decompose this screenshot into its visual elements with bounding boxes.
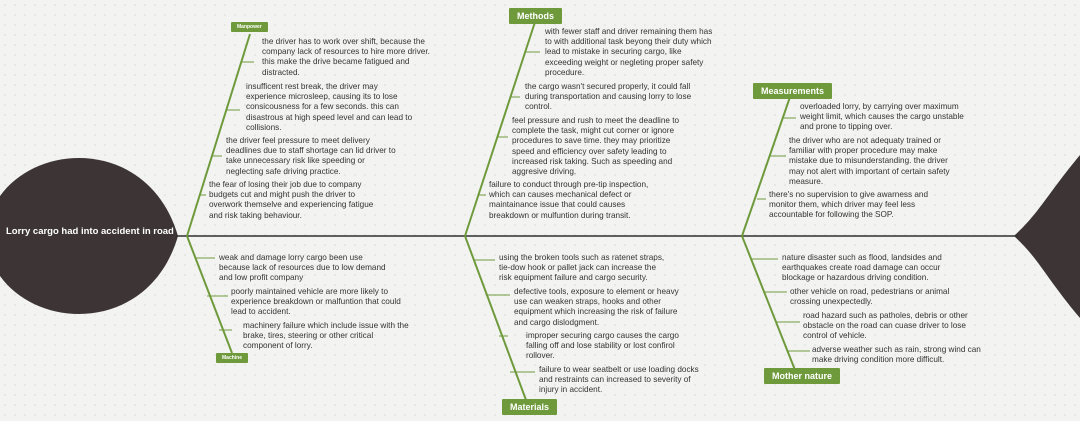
cause-line: risk equipment failure and cargo security.: [499, 273, 648, 283]
cause-line: component of lorry.: [243, 341, 313, 351]
cause-note: [803, 311, 968, 342]
cause-line: failure to conduct through pre-tip inspection,: [489, 180, 649, 189]
cause-line: using the broken tools such as ratenet straps,: [499, 253, 665, 262]
cause-line: procedures to save time. they may prioritize: [512, 136, 671, 146]
cause-line: equipment which increasing the risk of failure: [514, 307, 678, 317]
cause-note: [514, 287, 679, 328]
cause-note: [512, 116, 679, 177]
cause-line: monitor them, which driver may feel less: [769, 200, 916, 210]
cause-note: [545, 27, 712, 78]
cause-line: complete the task, might cut corner or ignore: [512, 126, 675, 136]
cause-line: the driver feel pressure to meet delivery: [226, 136, 370, 145]
cause-line: procedure.: [545, 67, 585, 77]
cause-line: exceeding weight or negleting proper safety: [545, 57, 704, 67]
cause-line: and risk taking behaviour.: [209, 210, 302, 220]
cause-line: the driver has to work over shift, because the: [262, 37, 425, 46]
cause-line: machinery failure which include issue with the: [243, 321, 409, 330]
cause-line: weak and damage lorry cargo been use: [219, 253, 363, 262]
cause-line: with fewer staff and driver remaining them has: [545, 27, 713, 36]
cause-line: collisions.: [246, 122, 282, 132]
category-manpower[interactable]: Manpower: [231, 22, 268, 32]
cause-note: [219, 253, 386, 284]
cause-note: [782, 253, 942, 284]
cause-line: accountable for following the SOP.: [769, 210, 894, 220]
cause-line: experience breakdown or malfuntion that could: [231, 297, 401, 307]
cause-line: poorly maintained vehicle are more likely to: [231, 287, 389, 296]
cause-line: take unnecessary risk like speeding or: [226, 156, 365, 166]
fish-tail: [1014, 155, 1080, 318]
cause-line: company lack of resources to hire more driver.: [262, 47, 430, 57]
cause-note: [525, 82, 691, 113]
cause-line: tie-dow hook or pallet jack can increase the: [499, 263, 657, 273]
category-methods[interactable]: Methods: [509, 8, 562, 24]
cause-line: blockage or hazardous driving condition.: [782, 273, 929, 283]
cause-line: failure to wear seatbelt or use loading docks: [539, 365, 699, 374]
cause-line: may not alert with important of certain safety: [789, 166, 950, 176]
cause-note: [539, 365, 699, 396]
cause-line: increased risk taking. Such as speeding and: [512, 156, 673, 166]
cause-line: injury in accident.: [539, 385, 603, 395]
cause-line: breakdown or mulfuntion during transit.: [489, 210, 631, 220]
cause-line: mistake due to misunderstanding. the driver: [789, 156, 948, 166]
cause-line: deadlines due to staff shortage can lid driver to: [226, 146, 396, 156]
cause-line: during transportation and causing lorry to lose: [525, 92, 692, 102]
cause-line: aggresive driving.: [512, 167, 577, 177]
cause-line: the fear of losing their job due to company: [209, 180, 362, 189]
cause-note: [499, 253, 664, 284]
cause-note: [262, 37, 430, 78]
cause-line: this make the drive became fatigued and: [262, 57, 410, 67]
cause-note: [209, 180, 373, 221]
cause-line: overwork themselve and experiencing fatigue: [209, 200, 374, 210]
cause-line: lead to accident.: [231, 307, 291, 317]
cause-line: familiar with proper procedure may make: [789, 146, 938, 156]
cause-line: brake, tires, steering or other critical: [243, 331, 374, 341]
cause-note: [526, 331, 679, 362]
cause-line: speed and efficiency over safety leading to: [512, 146, 667, 156]
cause-line: obstacle on the road can cuase driver to lose: [803, 321, 966, 331]
cause-line: crossing unexpectedly.: [790, 297, 873, 307]
cause-line: distracted.: [262, 67, 300, 77]
cause-line: insufficent rest break, the driver may: [246, 82, 378, 91]
cause-line: nature disaster such as flood, landsides and: [782, 253, 942, 262]
cause-line: and cargo dislodgment.: [514, 317, 600, 327]
cause-line: to with additional task beyong their duty which: [545, 37, 712, 47]
cause-note: [489, 180, 648, 221]
cause-line: neglecting safe driving practice.: [226, 166, 341, 176]
cause-line: improper securing cargo causes the cargo: [526, 331, 679, 340]
cause-note: [226, 136, 396, 177]
cause-line: rollover.: [526, 351, 555, 361]
cause-line: earthquakes create road damage can occur: [782, 263, 941, 273]
cause-note: [231, 287, 401, 318]
category-mother-nature[interactable]: Mother nature: [764, 368, 840, 384]
cause-note: [789, 136, 950, 187]
cause-line: and restraints can increased to severity of: [539, 375, 691, 385]
cause-line: use can weaken straps, hooks and other: [514, 297, 662, 307]
cause-line: control of vehicle.: [803, 331, 867, 341]
cause-note: [812, 345, 981, 365]
cause-note: [800, 102, 964, 133]
cause-line: the cargo wasn't secured properly, it could fall: [525, 82, 691, 91]
category-materials[interactable]: Materials: [502, 399, 557, 415]
cause-note: [769, 190, 928, 221]
cause-line: because lack of resources due to low demand: [219, 263, 386, 273]
cause-line: adverse weather such as rain, strong wind can: [812, 345, 981, 354]
cause-line: the driver who are not adequaty trained or: [789, 136, 942, 145]
cause-note: [246, 82, 412, 133]
cause-line: experience microsleep, causing its to lose: [246, 92, 398, 102]
category-machine[interactable]: Machine: [216, 353, 248, 363]
cause-line: maintainance issue that could causes: [489, 200, 626, 210]
cause-line: other vehicle on road, pedestrians or animal: [790, 287, 950, 296]
cause-line: disastrous at high speed level and can lead to: [246, 112, 413, 122]
cause-line: make driving condition more difficult.: [812, 355, 945, 365]
cause-line: budgets cut and might push the driver to: [209, 190, 356, 200]
cause-line: which can causes mechanical defect or: [489, 190, 632, 200]
cause-line: lead to mistake in securing cargo, like: [545, 47, 682, 57]
cause-line: falling off and lose stability or lost confirol: [526, 341, 675, 351]
cause-line: overloaded lorry, by carrying over maximum: [800, 102, 959, 111]
cause-line: consicousness for a few seconds. this can: [246, 102, 399, 112]
cause-note: [243, 321, 409, 352]
cause-line: road hazard such as patholes, debris or other: [803, 311, 968, 320]
problem-statement: Lorry cargo had into accident in road: [6, 226, 174, 237]
category-measurements[interactable]: Measurements: [753, 83, 832, 99]
cause-line: there's no supervision to give awarness and: [769, 190, 929, 199]
cause-line: control.: [525, 102, 552, 112]
cause-note: [790, 287, 949, 307]
cause-line: and prone to tipping over.: [800, 122, 893, 132]
cause-line: feel pressure and rush to meet the deadline to: [512, 116, 680, 125]
cause-line: and low profit company: [219, 273, 304, 283]
cause-line: defective tools, exposure to element or heavy: [514, 287, 679, 296]
cause-line: measure.: [789, 176, 824, 186]
cause-line: weight limit, which causes the cargo unstable: [800, 112, 964, 122]
